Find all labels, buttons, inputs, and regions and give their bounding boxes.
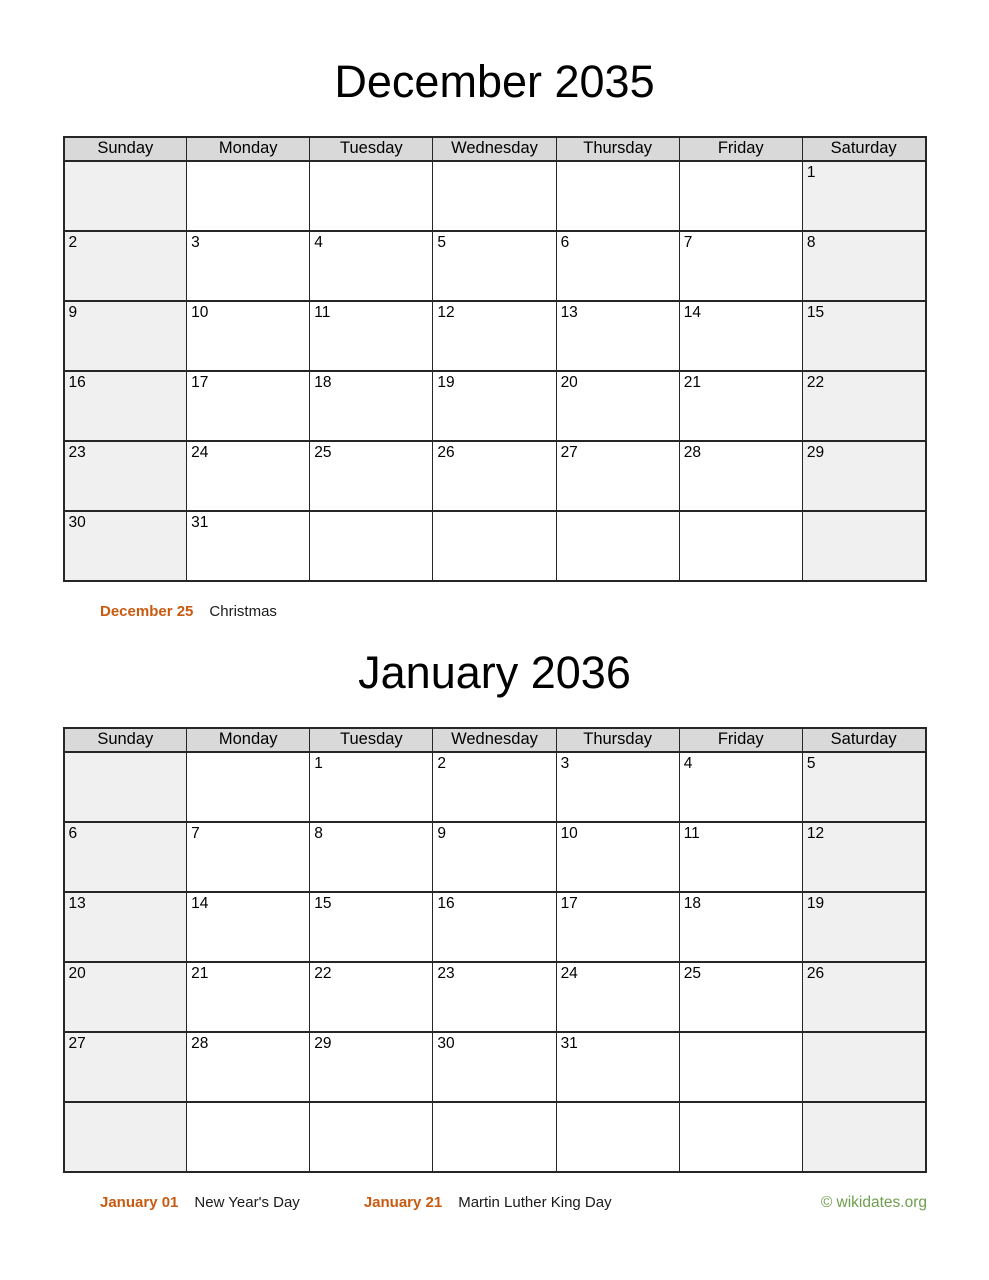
day-cell-13: 13 bbox=[556, 301, 679, 371]
day-cell-21: 21 bbox=[679, 371, 802, 441]
holiday-date: January 21 bbox=[363, 1194, 443, 1211]
day-cell-17: 17 bbox=[187, 371, 310, 441]
day-cell-empty bbox=[556, 161, 679, 231]
day-cell-27: 27 bbox=[64, 1032, 187, 1102]
day-cell-empty bbox=[187, 752, 310, 822]
week-row bbox=[64, 301, 926, 371]
day-cell-2: 2 bbox=[64, 231, 187, 301]
day-cell-25: 25 bbox=[679, 962, 802, 1032]
day-cell-19: 19 bbox=[433, 371, 556, 441]
day-cell-empty bbox=[556, 1102, 679, 1172]
day-header-monday: Monday bbox=[187, 137, 310, 161]
day-cell-24: 24 bbox=[187, 441, 310, 511]
day-cell-14: 14 bbox=[187, 892, 310, 962]
day-cell-28: 28 bbox=[187, 1032, 310, 1102]
day-cell-5: 5 bbox=[802, 752, 925, 822]
day-header-friday: Friday bbox=[679, 137, 802, 161]
day-cell-7: 7 bbox=[187, 822, 310, 892]
week-row bbox=[64, 231, 926, 301]
day-header-sunday: Sunday bbox=[64, 728, 187, 752]
day-cell-empty bbox=[64, 752, 187, 822]
day-header-thursday: Thursday bbox=[556, 137, 679, 161]
day-cell-15: 15 bbox=[310, 892, 433, 962]
day-cell-3: 3 bbox=[556, 752, 679, 822]
day-cell-empty bbox=[64, 1102, 187, 1172]
day-cell-6: 6 bbox=[556, 231, 679, 301]
footer-row bbox=[100, 1193, 927, 1212]
week-row bbox=[64, 371, 926, 441]
holiday-date: December 25 bbox=[100, 603, 194, 620]
day-cell-23: 23 bbox=[64, 441, 187, 511]
holiday-label: Martin Luther King Day bbox=[458, 1194, 612, 1211]
day-cell-8: 8 bbox=[310, 822, 433, 892]
day-header-friday: Friday bbox=[679, 728, 802, 752]
day-cell-30: 30 bbox=[433, 1032, 556, 1102]
day-cell-empty bbox=[310, 1102, 433, 1172]
week-row bbox=[64, 962, 926, 1032]
calendar-grid-december bbox=[63, 136, 927, 582]
day-cell-12: 12 bbox=[802, 822, 925, 892]
calendar-grid-january bbox=[63, 727, 927, 1173]
day-header-saturday: Saturday bbox=[802, 728, 925, 752]
copyright-link[interactable]: © wikidates.org bbox=[820, 1194, 927, 1211]
day-header-saturday: Saturday bbox=[802, 137, 925, 161]
week-row bbox=[64, 511, 926, 581]
day-header-sunday: Sunday bbox=[64, 137, 187, 161]
week-row bbox=[64, 161, 926, 231]
day-header-thursday: Thursday bbox=[556, 728, 679, 752]
month-title-december: December 2035 bbox=[334, 56, 655, 107]
day-cell-empty bbox=[679, 1102, 802, 1172]
holiday-note bbox=[364, 1193, 612, 1212]
day-header-row bbox=[64, 728, 926, 752]
holiday-date: January 01 bbox=[100, 1194, 179, 1211]
day-cell-30: 30 bbox=[64, 511, 187, 581]
day-cell-empty bbox=[679, 511, 802, 581]
day-cell-empty bbox=[433, 1102, 556, 1172]
day-header-tuesday: Tuesday bbox=[310, 728, 433, 752]
holiday-label: New Year's Day bbox=[194, 1194, 300, 1211]
day-cell-29: 29 bbox=[310, 1032, 433, 1102]
day-cell-21: 21 bbox=[187, 962, 310, 1032]
day-cell-31: 31 bbox=[556, 1032, 679, 1102]
day-header-monday: Monday bbox=[187, 728, 310, 752]
day-cell-31: 31 bbox=[187, 511, 310, 581]
week-row bbox=[64, 1032, 926, 1102]
holiday-note bbox=[100, 602, 277, 621]
day-cell-2: 2 bbox=[433, 752, 556, 822]
day-cell-empty bbox=[679, 1032, 802, 1102]
day-cell-14: 14 bbox=[679, 301, 802, 371]
day-cell-4: 4 bbox=[679, 752, 802, 822]
day-cell-empty bbox=[679, 161, 802, 231]
month-section-december-2035 bbox=[0, 56, 989, 621]
day-cell-26: 26 bbox=[802, 962, 925, 1032]
day-header-row bbox=[64, 137, 926, 161]
day-cell-6: 6 bbox=[64, 822, 187, 892]
day-cell-20: 20 bbox=[556, 371, 679, 441]
day-cell-empty bbox=[310, 511, 433, 581]
day-cell-27: 27 bbox=[556, 441, 679, 511]
day-cell-empty bbox=[433, 161, 556, 231]
month-title-january: January 2036 bbox=[358, 647, 631, 698]
holiday-notes-january bbox=[100, 1193, 676, 1212]
day-cell-11: 11 bbox=[310, 301, 433, 371]
day-cell-empty bbox=[187, 161, 310, 231]
day-cell-8: 8 bbox=[802, 231, 925, 301]
week-row bbox=[64, 1102, 926, 1172]
day-cell-empty bbox=[556, 511, 679, 581]
day-cell-15: 15 bbox=[802, 301, 925, 371]
day-cell-24: 24 bbox=[556, 962, 679, 1032]
week-row bbox=[64, 892, 926, 962]
month-section-january-2036 bbox=[0, 647, 989, 1212]
day-cell-18: 18 bbox=[310, 371, 433, 441]
day-cell-5: 5 bbox=[433, 231, 556, 301]
day-cell-13: 13 bbox=[64, 892, 187, 962]
day-header-tuesday: Tuesday bbox=[310, 137, 433, 161]
day-cell-7: 7 bbox=[679, 231, 802, 301]
day-cell-29: 29 bbox=[802, 441, 925, 511]
day-cell-4: 4 bbox=[310, 231, 433, 301]
day-cell-11: 11 bbox=[679, 822, 802, 892]
day-cell-9: 9 bbox=[64, 301, 187, 371]
day-cell-22: 22 bbox=[310, 962, 433, 1032]
day-cell-empty bbox=[802, 1032, 925, 1102]
day-cell-20: 20 bbox=[64, 962, 187, 1032]
day-cell-empty bbox=[187, 1102, 310, 1172]
day-cell-empty bbox=[802, 511, 925, 581]
day-cell-18: 18 bbox=[679, 892, 802, 962]
day-cell-empty bbox=[433, 511, 556, 581]
day-cell-12: 12 bbox=[433, 301, 556, 371]
day-cell-28: 28 bbox=[679, 441, 802, 511]
day-cell-23: 23 bbox=[433, 962, 556, 1032]
day-cell-empty bbox=[64, 161, 187, 231]
day-cell-1: 1 bbox=[310, 752, 433, 822]
week-row bbox=[64, 752, 926, 822]
day-cell-19: 19 bbox=[802, 892, 925, 962]
day-cell-17: 17 bbox=[556, 892, 679, 962]
day-cell-empty bbox=[802, 1102, 925, 1172]
week-row bbox=[64, 822, 926, 892]
day-cell-16: 16 bbox=[64, 371, 187, 441]
day-cell-1: 1 bbox=[802, 161, 925, 231]
holiday-label: Christmas bbox=[209, 603, 277, 620]
day-cell-16: 16 bbox=[433, 892, 556, 962]
holiday-note bbox=[100, 1193, 300, 1212]
holiday-notes-december bbox=[100, 602, 927, 621]
day-header-wednesday: Wednesday bbox=[433, 728, 556, 752]
day-header-wednesday: Wednesday bbox=[433, 137, 556, 161]
day-cell-22: 22 bbox=[802, 371, 925, 441]
day-cell-10: 10 bbox=[187, 301, 310, 371]
day-cell-empty bbox=[310, 161, 433, 231]
week-row bbox=[64, 441, 926, 511]
day-cell-26: 26 bbox=[433, 441, 556, 511]
day-cell-3: 3 bbox=[187, 231, 310, 301]
day-cell-9: 9 bbox=[433, 822, 556, 892]
day-cell-10: 10 bbox=[556, 822, 679, 892]
day-cell-25: 25 bbox=[310, 441, 433, 511]
